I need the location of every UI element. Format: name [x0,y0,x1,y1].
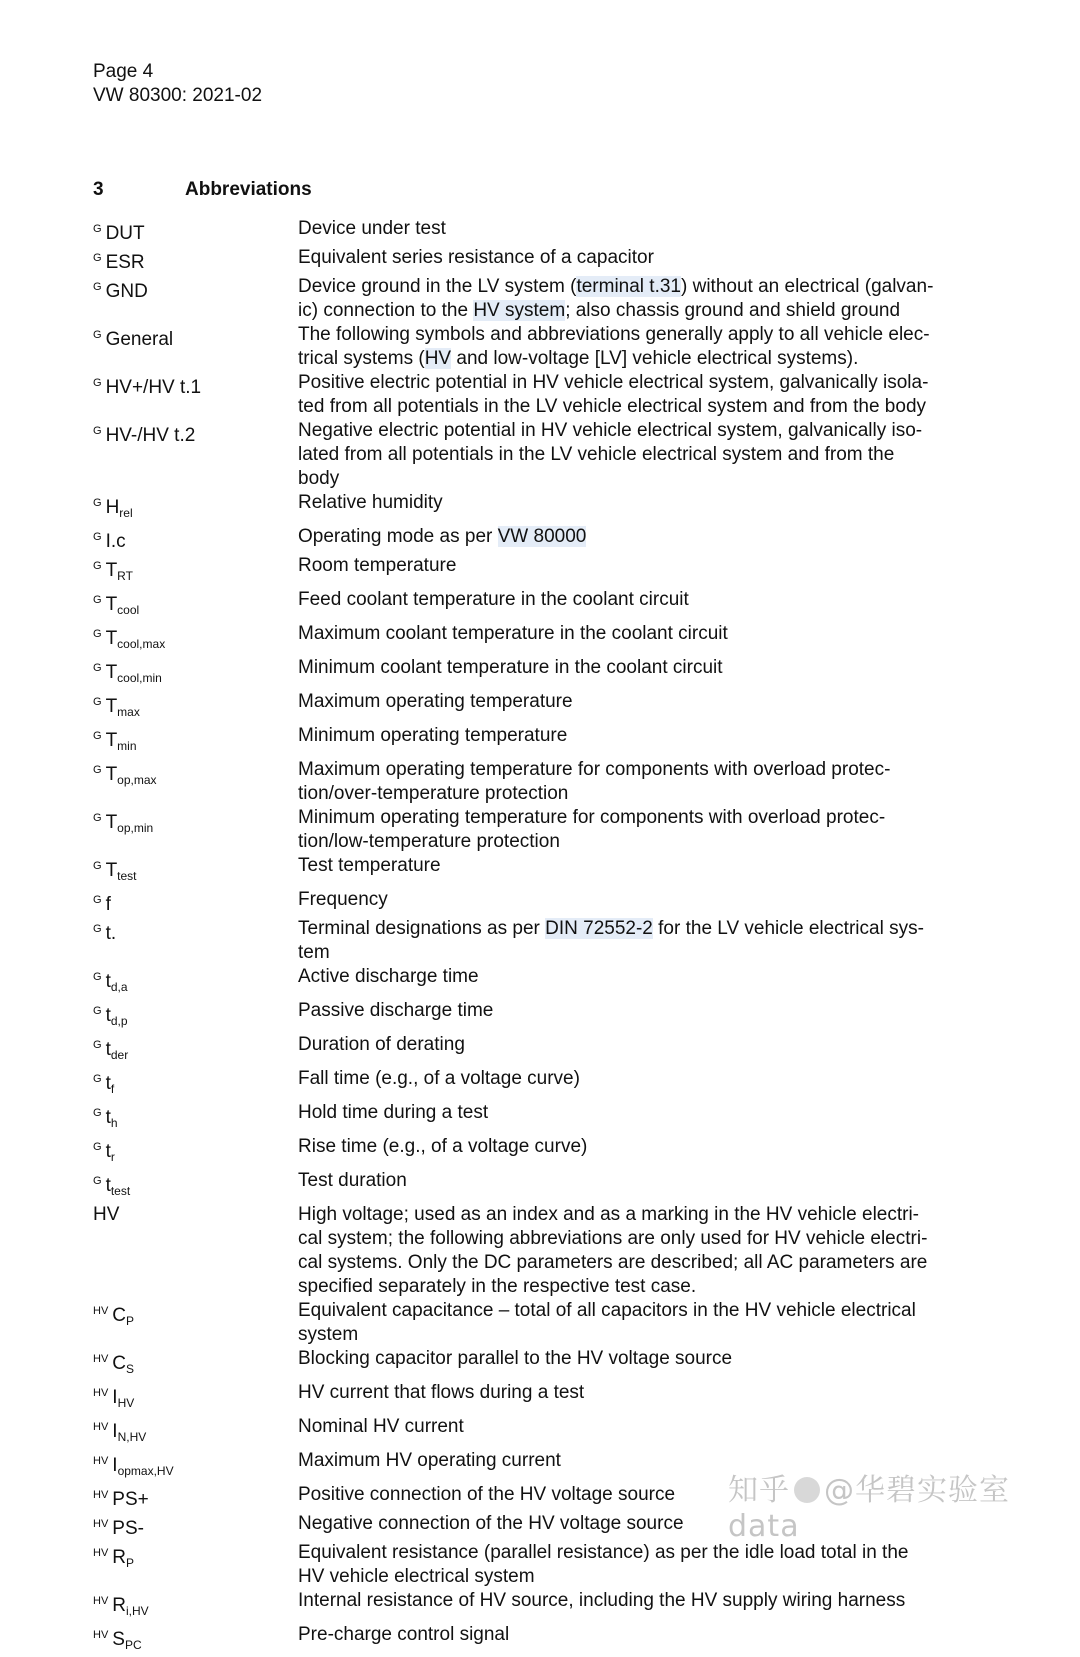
abbreviation-term [93,1067,298,1101]
abbreviation-description [298,323,973,371]
description-text: Internal resistance of HV source, including the HV supply wiring harness [298,1590,906,1611]
abbreviation-term [93,806,298,854]
abbreviation-description [298,758,973,806]
term-prefix: G [93,1141,102,1153]
term-subscript: d,p [110,1014,128,1028]
term-symbol: T [105,730,118,751]
term-subscript: N,HV [117,1430,147,1444]
abbreviation-description [298,419,973,491]
abbreviation-row [93,1589,973,1623]
description-text: ; also chassis ground and shield ground [565,300,901,321]
abbreviation-row [93,888,973,917]
term-symbol: HV+/HV t.1 [105,377,202,398]
term-symbol: t [105,1141,111,1162]
description-text: Rise time (e.g., of a voltage curve) [298,1136,588,1157]
term-prefix: G [93,560,102,572]
term-symbol: I [112,1421,118,1442]
description-text: Maximum operating temperature for components with overload protec- tion/over-temperature protection [298,759,891,804]
abbreviation-term [93,246,298,275]
abbreviation-term [93,1101,298,1135]
term-prefix: HV [93,1455,109,1467]
term-subscript: i,HV [126,1604,149,1618]
abbreviation-term [93,275,298,323]
abbreviation-description [298,656,973,690]
watermark [728,1465,1080,1544]
description-text: Fall time (e.g., of a voltage curve) [298,1068,580,1089]
term-symbol: ESR [105,252,145,273]
abbreviation-row [93,246,973,275]
description-text: and low-voltage [LV] vehicle electrical systems). [451,348,859,369]
abbreviation-term [93,588,298,622]
term-symbol: t [105,1107,111,1128]
abbreviation-row [93,656,973,690]
term-prefix: HV [93,1489,109,1501]
term-symbol: R [112,1595,127,1616]
abbreviation-term [93,1589,298,1623]
abbreviation-term [93,1203,298,1299]
term-prefix: G [93,730,102,742]
description-text: Equivalent capacitance – total of all capacitors in the HV vehicle electrical system [298,1300,916,1345]
abbreviation-description [298,965,973,999]
description-text: Test duration [298,1170,407,1191]
reference-link[interactable]: HV [424,348,452,369]
term-symbol: HV [93,1204,120,1225]
term-prefix: G [93,764,102,776]
term-prefix: G [93,860,102,872]
abbreviation-row [93,1381,973,1415]
term-symbol: t [105,1005,111,1026]
abbreviation-row [93,525,973,554]
abbreviation-row [93,275,973,323]
term-subscript: r [110,1150,115,1164]
abbreviation-row [93,371,973,419]
description-text: Operating mode as per [298,526,498,547]
abbreviation-row [93,690,973,724]
term-prefix: G [93,377,102,389]
abbreviation-row [93,1033,973,1067]
term-subscript: test [110,1184,131,1198]
abbreviation-description [298,854,973,888]
term-subscript: test [117,869,137,883]
term-symbol: GND [105,281,148,302]
abbreviation-term [93,1449,298,1483]
abbreviation-row [93,323,973,371]
term-symbol: H [105,497,120,518]
description-text: Test temperature [298,855,441,876]
abbreviation-term [93,1483,298,1512]
abbreviation-description [298,371,973,419]
term-subscript: min [117,739,137,753]
page-number: Page 4 [93,61,154,82]
description-text: Equivalent resistance (parallel resistance) as per the idle load total in the HV vehicle electrical system [298,1542,909,1587]
term-symbol: I [112,1387,118,1408]
term-prefix: G [93,281,102,293]
abbreviation-term [93,1299,298,1347]
term-subscript: cool,min [117,671,162,685]
abbreviation-term [93,554,298,588]
abbreviation-term [93,419,298,491]
abbreviation-description [298,588,973,622]
term-symbol: I [112,1455,118,1476]
description-text: Maximum HV operating current [298,1450,561,1471]
term-symbol: T [105,560,118,581]
description-text: Room temperature [298,555,457,576]
abbreviation-description [298,1415,973,1449]
term-symbol: DUT [105,223,145,244]
term-symbol: t [105,971,111,992]
abbreviation-description [298,999,973,1033]
term-prefix: HV [93,1518,109,1530]
abbreviation-term [93,1347,298,1381]
term-prefix: G [93,894,102,906]
description-text: for the LV vehicle electrical sys- tem [298,918,924,963]
term-prefix: HV [93,1353,109,1365]
abbreviation-row [93,217,973,246]
description-text: Maximum operating temperature [298,691,573,712]
term-prefix: G [93,223,102,235]
term-prefix: G [93,1107,102,1119]
abbreviation-description [298,217,973,246]
term-prefix: G [93,252,102,264]
description-text: Active discharge time [298,966,479,987]
description-text: Frequency [298,889,388,910]
abbreviation-term [93,965,298,999]
term-prefix: G [93,531,102,543]
abbreviation-row [93,965,973,999]
term-prefix: HV [93,1305,109,1317]
term-symbol: T [105,812,118,833]
abbreviation-term [93,999,298,1033]
abbreviation-term [93,1381,298,1415]
description-text: Maximum coolant temperature in the coolant circuit [298,623,728,644]
watermark-left: 知乎 [728,1473,790,1508]
abbreviation-term [93,1169,298,1203]
term-prefix: G [93,1073,102,1085]
description-text: Minimum operating temperature for components with overload protec- tion/low-temperature protection [298,807,886,852]
term-symbol: S [112,1629,125,1650]
term-symbol: f [105,894,111,915]
abbreviation-description [298,1589,973,1623]
term-symbol: R [112,1547,127,1568]
term-subscript: RT [117,569,133,583]
description-text: Positive connection of the HV voltage source [298,1484,676,1505]
term-symbol: t. [105,923,117,944]
abbreviation-row [93,1169,973,1203]
description-text: Device under test [298,218,446,239]
term-symbol: C [112,1353,127,1374]
description-text: Terminal designations as per [298,918,546,939]
abbreviation-row [93,1135,973,1169]
abbreviation-row [93,554,973,588]
abbreviation-description [298,690,973,724]
abbreviation-description [298,491,973,525]
term-subscript: max [117,705,140,719]
term-prefix: G [93,1039,102,1051]
abbreviation-row [93,1203,973,1299]
document-id: VW 80300: 2021-02 [93,85,263,106]
abbreviation-description [298,1135,973,1169]
term-subscript: S [126,1362,135,1376]
description-text: Device ground in the LV system ( [298,276,577,297]
description-text: The following symbols and abbreviations generally apply to all vehicle elec- trical systems ( [298,324,930,369]
abbreviation-row [93,806,973,854]
term-prefix: G [93,425,102,437]
abbreviation-description [298,622,973,656]
term-subscript: op,max [117,773,157,787]
abbreviation-row [93,419,973,491]
abbreviation-description [298,554,973,588]
abbreviation-description [298,1067,973,1101]
description-text: Negative connection of the HV voltage source [298,1513,684,1534]
term-prefix: G [93,594,102,606]
description-text: High voltage; used as an index and as a marking in the HV vehicle electri- cal system; the following abbreviations are only used for HV vehicle electri- cal systems. Only the DC parameters are described; all AC parameters are specified separately in the respective test case. [298,1204,928,1297]
abbreviation-row [93,1623,973,1657]
term-symbol: PS+ [112,1489,149,1510]
watermark-logo-icon [794,1477,820,1503]
term-prefix: G [93,971,102,983]
watermark-right: @华碧实验室data [728,1473,1010,1544]
abbreviation-row [93,1347,973,1381]
abbreviation-row [93,491,973,525]
term-prefix: HV [93,1595,109,1607]
description-text: ) without an electrical (galvan- ic) connection to the [298,276,934,321]
abbreviation-row [93,1541,973,1589]
abbreviation-row [93,622,973,656]
abbreviation-description [298,1203,973,1299]
term-symbol: I.c [105,531,126,552]
term-prefix: HV [93,1547,109,1559]
term-symbol: T [105,696,118,717]
abbreviation-list [93,217,973,1657]
section-heading [93,178,312,202]
abbreviation-description [298,1541,973,1589]
term-subscript: cool [117,603,140,617]
section-number: 3 [93,179,104,200]
term-subscript: HV [117,1396,135,1410]
abbreviation-term [93,1033,298,1067]
reference-link[interactable]: HV system [473,300,566,321]
abbreviation-row [93,1415,973,1449]
abbreviation-row [93,1299,973,1347]
term-subscript: P [126,1556,135,1570]
abbreviation-row [93,758,973,806]
abbreviation-description [298,888,973,917]
abbreviation-row [93,999,973,1033]
term-prefix: G [93,1005,102,1017]
term-symbol: T [105,594,118,615]
abbreviation-description [298,724,973,758]
abbreviation-term [93,1135,298,1169]
term-prefix: G [93,329,102,341]
term-subscript: P [126,1314,135,1328]
abbreviation-row [93,1101,973,1135]
term-subscript: PC [124,1638,142,1652]
abbreviation-description [298,806,973,854]
description-text: Minimum operating temperature [298,725,568,746]
abbreviation-term [93,854,298,888]
term-subscript: cool,max [117,637,166,651]
abbreviation-term [93,656,298,690]
abbreviation-description [298,275,973,323]
abbreviation-term [93,917,298,965]
abbreviation-term [93,1541,298,1589]
reference-link[interactable]: terminal t.31 [576,276,681,297]
description-text: Nominal HV current [298,1416,464,1437]
term-symbol: PS- [112,1518,144,1539]
abbreviation-description [298,1347,973,1381]
abbreviation-description [298,525,973,554]
abbreviation-description [298,1381,973,1415]
term-symbol: T [105,662,118,683]
page-header [93,60,262,108]
section-title: Abbreviations [185,179,312,200]
abbreviation-term [93,758,298,806]
description-text: Hold time during a test [298,1102,489,1123]
description-text: HV current that flows during a test [298,1382,585,1403]
term-prefix: G [93,662,102,674]
description-text: Relative humidity [298,492,443,513]
term-prefix: HV [93,1421,109,1433]
term-subscript: d,a [110,980,128,994]
abbreviation-description [298,917,973,965]
description-text: Negative electric potential in HV vehicle electrical system, galvanically iso- lated from all potentials in the LV vehicle electrical system and from the body [298,420,923,489]
term-subscript: rel [119,506,133,520]
abbreviation-description [298,246,973,275]
term-prefix: HV [93,1387,109,1399]
abbreviation-term [93,323,298,371]
abbreviation-term [93,690,298,724]
abbreviation-term [93,491,298,525]
term-prefix: G [93,812,102,824]
abbreviation-term [93,371,298,419]
abbreviation-term [93,217,298,246]
term-symbol: T [105,764,118,785]
abbreviation-row [93,917,973,965]
description-text: Feed coolant temperature in the coolant circuit [298,589,689,610]
description-text: Equivalent series resistance of a capacitor [298,247,654,268]
abbreviation-description [298,1299,973,1347]
abbreviation-description [298,1623,973,1657]
abbreviation-description [298,1033,973,1067]
term-prefix: G [93,628,102,640]
abbreviation-term [93,724,298,758]
term-symbol: t [105,1073,111,1094]
term-subscript: h [110,1116,118,1130]
description-text: Blocking capacitor parallel to the HV voltage source [298,1348,733,1369]
abbreviation-term [93,1415,298,1449]
term-prefix: G [93,923,102,935]
term-subscript: f [110,1082,115,1096]
term-symbol: t [105,1039,111,1060]
term-symbol: General [105,329,174,350]
description-text: Passive discharge time [298,1000,494,1021]
abbreviation-term [93,525,298,554]
term-prefix: G [93,696,102,708]
abbreviation-term [93,888,298,917]
term-prefix: HV [93,1629,109,1641]
term-subscript: op,min [117,821,154,835]
term-subscript: der [110,1048,129,1062]
term-symbol: HV-/HV t.2 [105,425,196,446]
term-symbol: T [105,628,118,649]
description-text: Duration of derating [298,1034,465,1055]
abbreviation-row [93,724,973,758]
term-symbol: T [105,860,118,881]
reference-link[interactable]: VW 80000 [497,526,587,547]
reference-link[interactable]: DIN 72552-2 [545,918,653,939]
description-text: Minimum coolant temperature in the coolant circuit [298,657,723,678]
abbreviation-description [298,1169,973,1203]
abbreviation-row [93,1067,973,1101]
abbreviation-row [93,854,973,888]
term-symbol: t [105,1175,111,1196]
term-symbol: C [112,1305,127,1326]
abbreviation-row [93,588,973,622]
description-text: Positive electric potential in HV vehicle electrical system, galvanically isola- ted from all potentials in the LV vehicle electrical system and from the body [298,372,929,417]
description-text: Pre-charge control signal [298,1624,510,1645]
abbreviation-term [93,1623,298,1657]
term-subscript: opmax,HV [117,1464,174,1478]
abbreviation-description [298,1101,973,1135]
abbreviation-term [93,622,298,656]
term-prefix: G [93,1175,102,1187]
term-prefix: G [93,497,102,509]
